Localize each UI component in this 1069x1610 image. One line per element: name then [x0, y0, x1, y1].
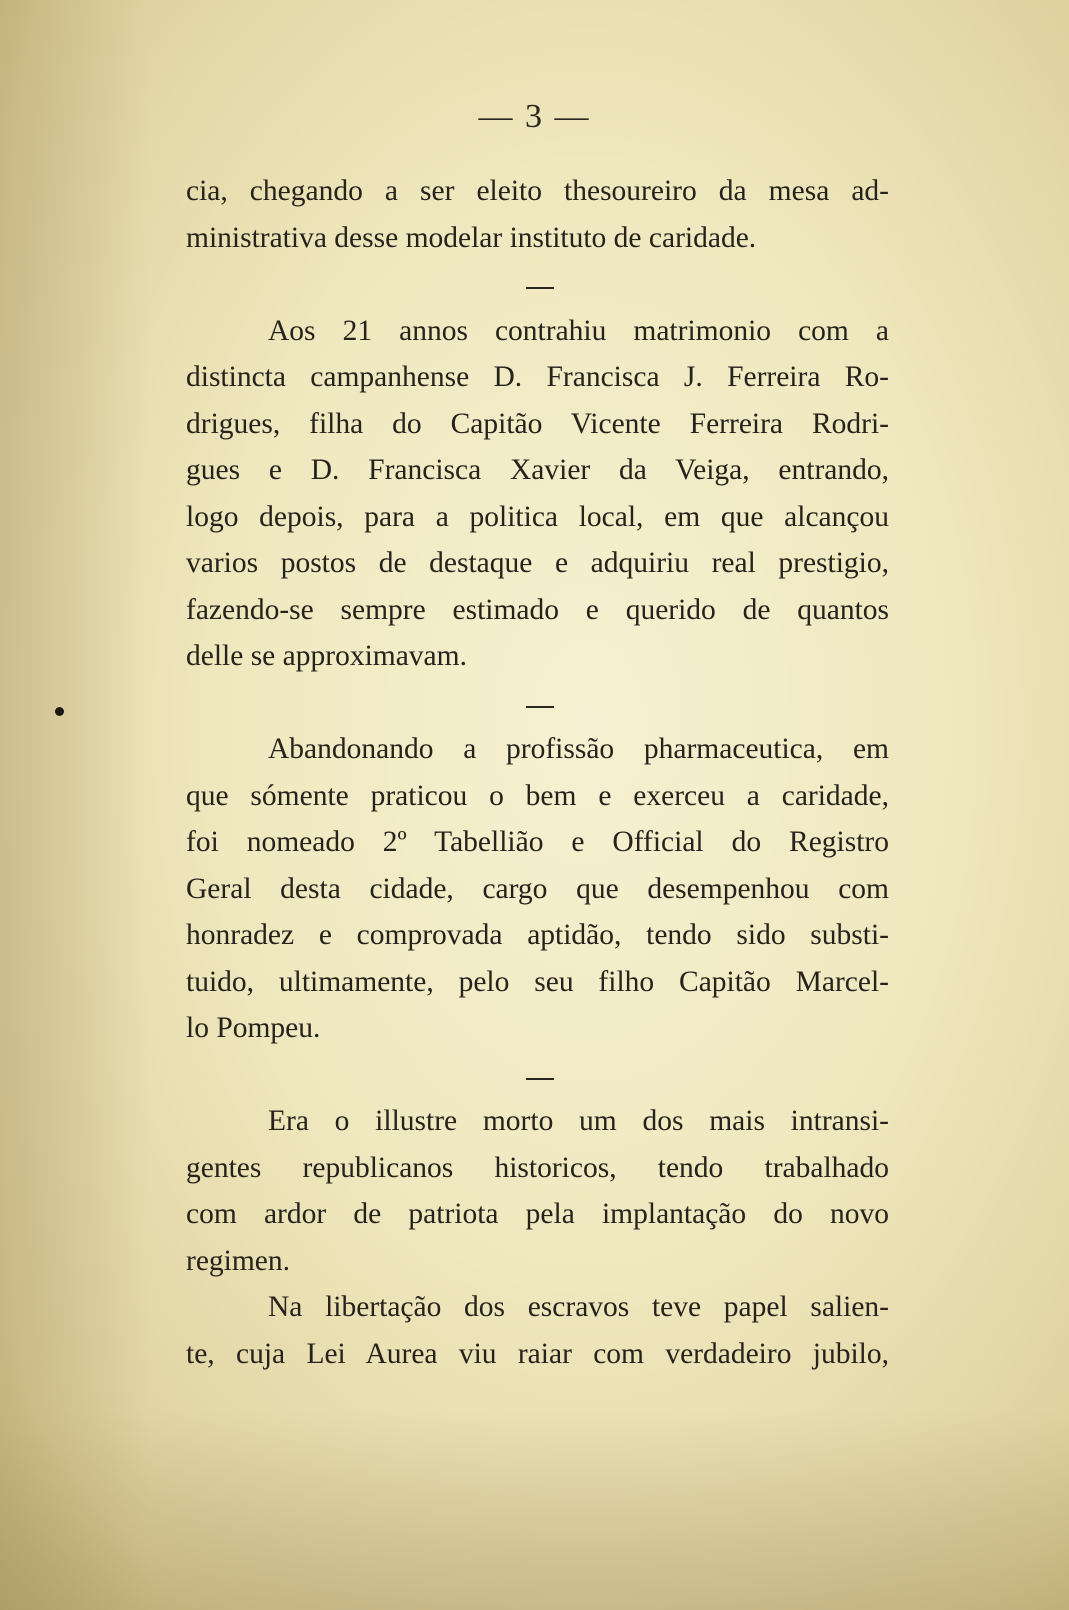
text-line: Na libertação dos escravos teve papel salien-	[268, 1291, 889, 1323]
text-line: Aos 21 annos contrahiu matrimonio com a	[268, 314, 889, 347]
text-line: lo Pompeu.	[186, 1012, 321, 1044]
text-line: honradez e comprovada aptidão, tendo sido substi-	[186, 919, 889, 951]
section-separator	[186, 1052, 889, 1099]
text-line: distincta campanhense D. Francisca J. Ferreira Ro-	[186, 361, 889, 393]
section-separator	[186, 261, 889, 308]
text-line: com ardor de patriota pela implantação do novo	[186, 1198, 889, 1230]
text-line: gues e D. Francisca Xavier da Veiga, entrando,	[186, 454, 889, 486]
text-line: fazendo-se sempre estimado e querido de quantos	[186, 593, 889, 626]
text-line: tuido, ultimamente, pelo seu filho Capitão Marcel-	[186, 965, 889, 998]
page-number: — 3 —	[478, 98, 591, 135]
text-line: varios postos de destaque e adquiriu real prestigio,	[186, 547, 889, 579]
ink-dot-mark	[55, 707, 64, 716]
text-line: cia, chegando a ser eleito thesoureiro da mesa ad-	[186, 175, 889, 207]
section-separator	[186, 680, 889, 727]
text-line: que sómente praticou o bem e exerceu a caridade,	[186, 779, 889, 812]
text-line: Geral desta cidade, cargo que desempenhou com	[186, 872, 889, 905]
body-text	[186, 168, 889, 1377]
text-line: logo depois, para a politica local, em que alcançou	[186, 500, 889, 533]
text-line: Era o illustre morto um dos mais intransi-	[268, 1105, 889, 1137]
text-line: foi nomeado 2º Tabellião e Official do Registro	[186, 826, 889, 858]
text-line: regimen.	[186, 1244, 291, 1277]
text-line: te, cuja Lei Aurea viu raiar com verdadeiro jubilo,	[186, 1337, 889, 1370]
text-line: gentes republicanos historicos, tendo trabalhado	[186, 1151, 889, 1184]
text-line: delle se approximavam.	[186, 640, 467, 672]
text-line: Abandonando a profissão pharmaceutica, em	[268, 733, 889, 765]
text-line: drigues, filha do Capitão Vicente Ferreira Rodri-	[186, 407, 889, 440]
text-line: ministrativa desse modelar instituto de caridade.	[186, 221, 757, 254]
